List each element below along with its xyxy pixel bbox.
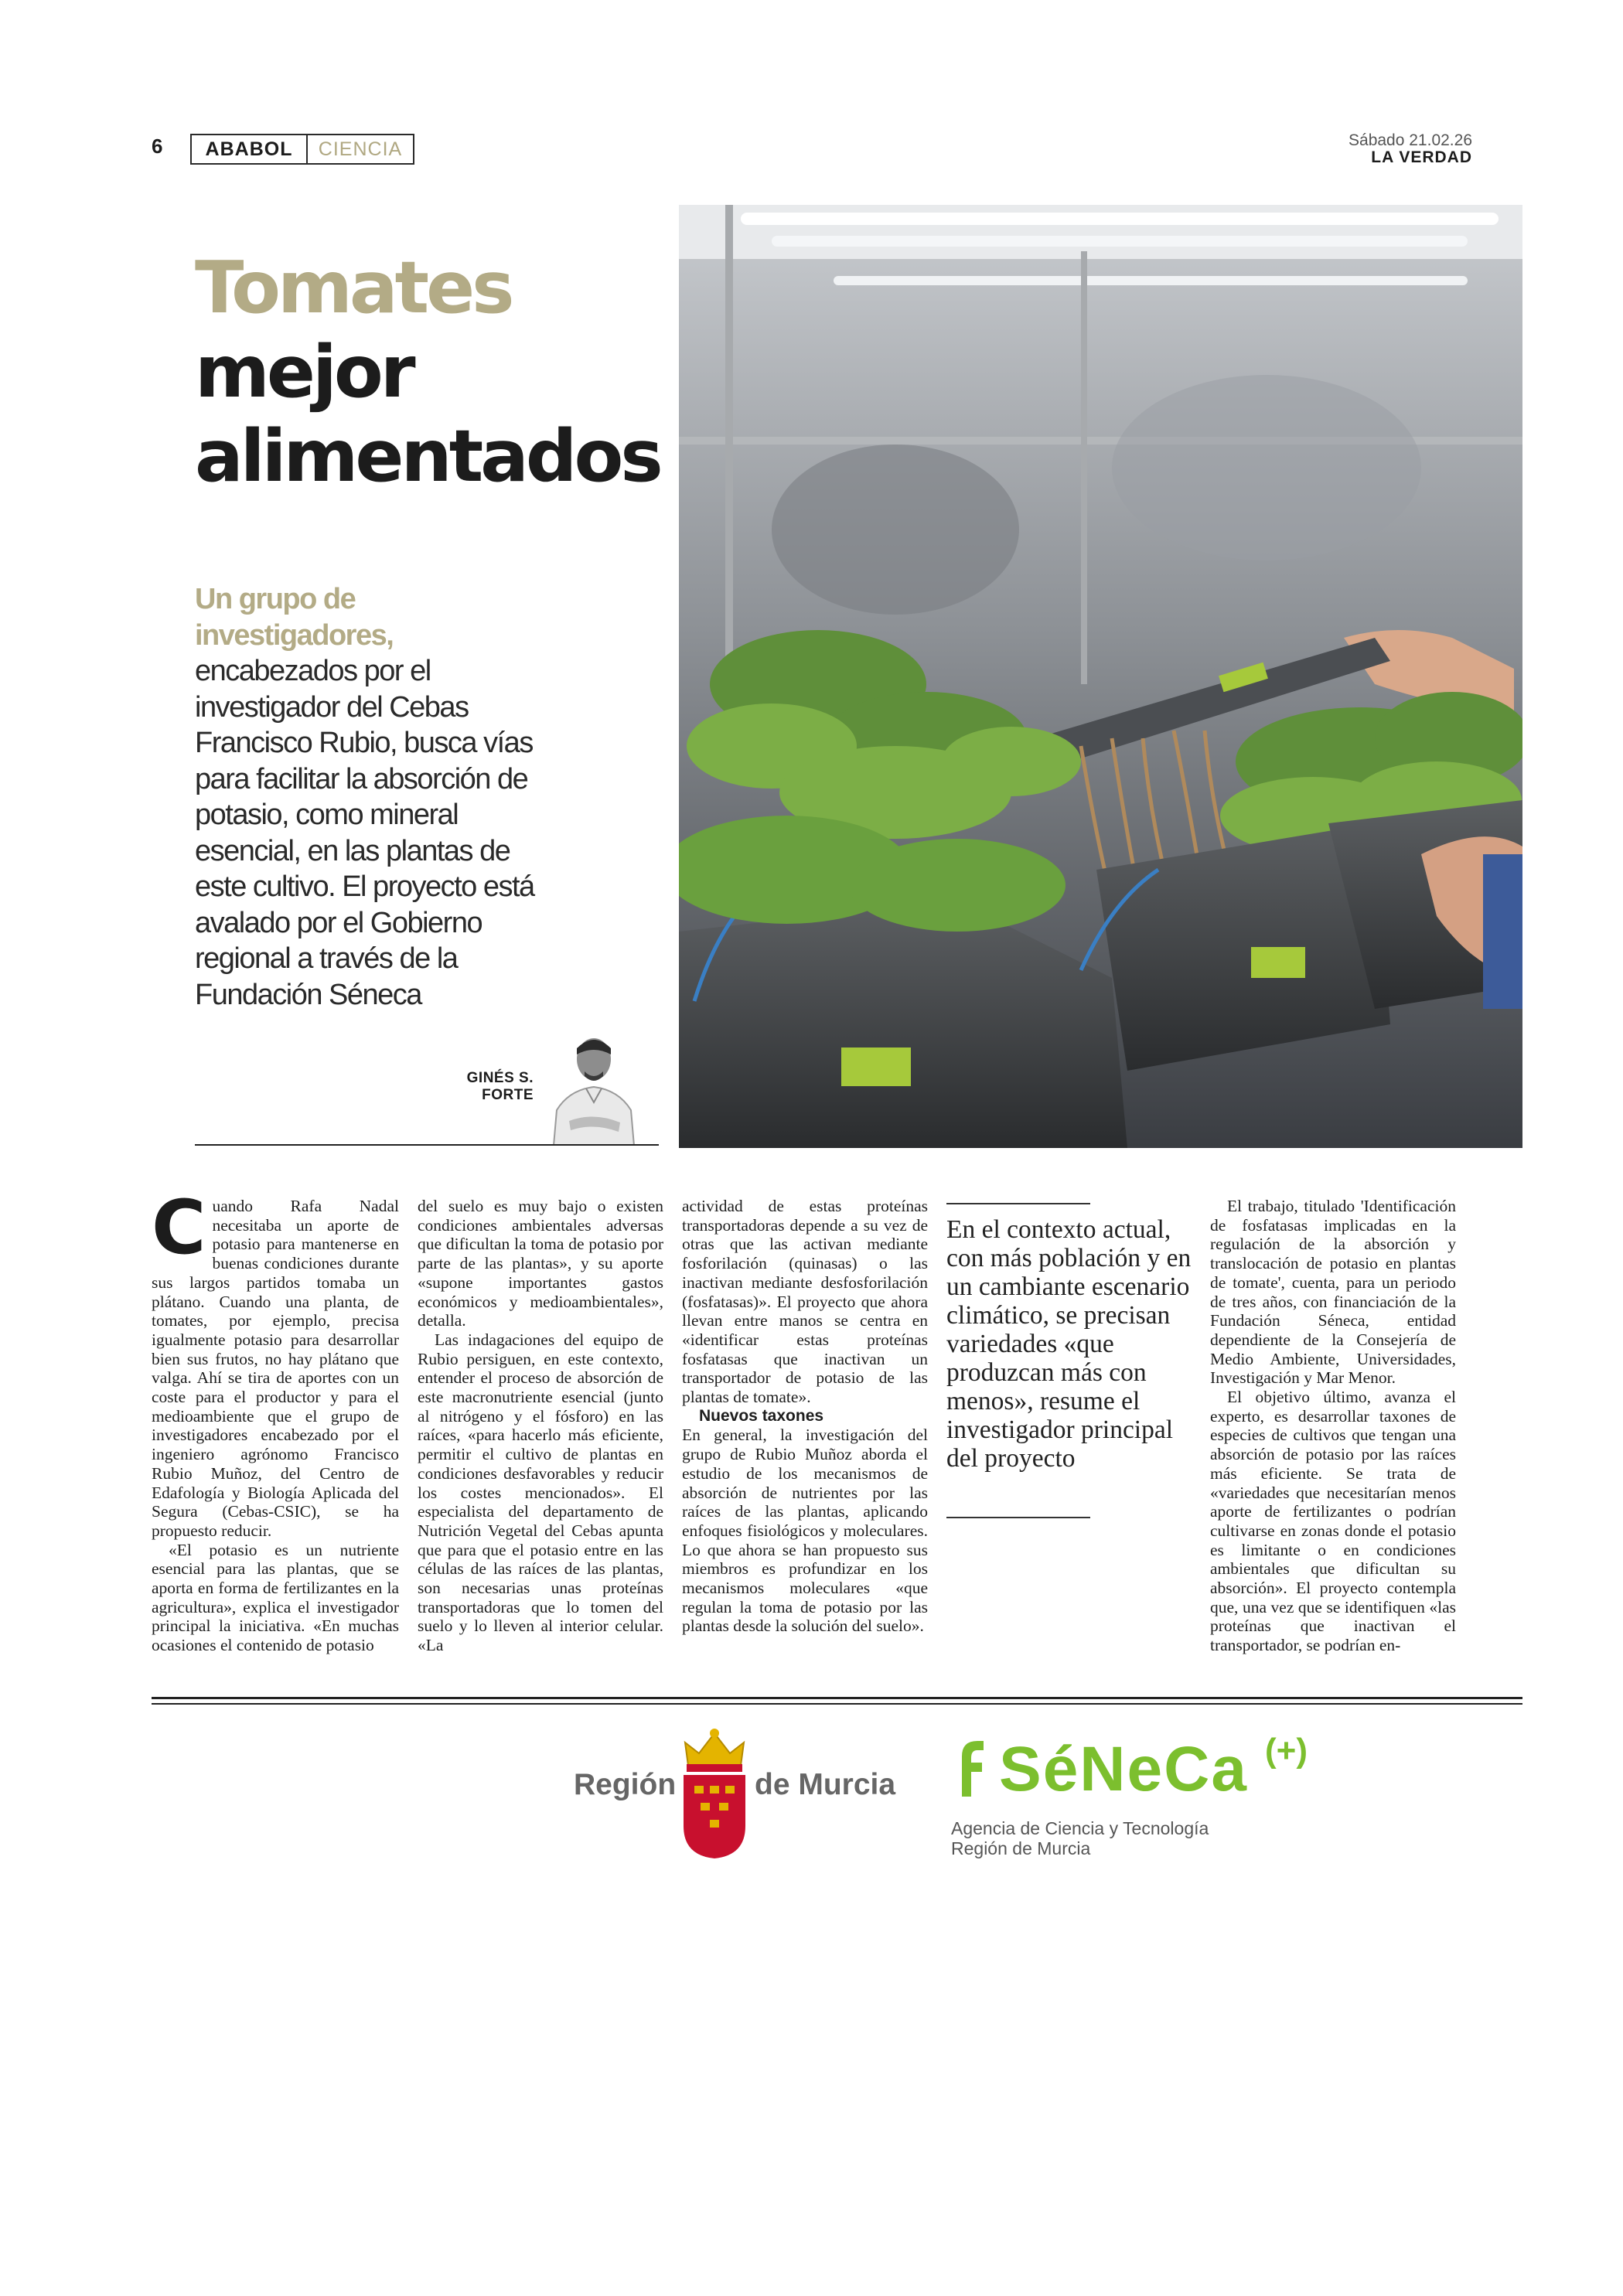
article-lead xyxy=(195,581,558,1013)
lead-text: encabezados por el investigador del Cebas Francisco Rubio, busca vías para facilitar la absorción de potasio, como mineral esencial, en las plantas de este cultivo. El proyecto está avalado por el Gobierno regional a través de la Fundación Séneca xyxy=(195,655,534,1011)
seneca-tagline: Agencia de Ciencia y Tecnología xyxy=(951,1818,1209,1838)
article-title xyxy=(195,246,659,499)
paragraph: del suelo es muy bajo o existen condiciones ambientales adversas que dificultan la toma de potasio por parte de las plantas», y su aporte «supone importantes gastos económicos y medioambientales», detalla. xyxy=(418,1197,663,1330)
subsection-name: CIENCIA xyxy=(318,138,403,160)
article-column-5 xyxy=(1210,1197,1456,1684)
footer-rule-thin xyxy=(152,1703,1522,1705)
section-subhead: Nuevos taxones xyxy=(699,1406,824,1425)
article-column-1 xyxy=(152,1197,399,1684)
seneca-f-icon xyxy=(948,1736,987,1798)
newspaper-name: LA VERDAD xyxy=(1371,148,1472,166)
article-column-3 xyxy=(682,1197,928,1684)
section-label xyxy=(190,134,414,165)
author-byline xyxy=(433,1070,534,1104)
title-line-3: alimentados xyxy=(195,414,660,498)
seneca-plus-mark: (+) xyxy=(1265,1732,1308,1770)
region-logo-text-right: de Murcia xyxy=(755,1768,896,1801)
article-photo xyxy=(679,205,1522,1148)
paragraph: actividad de estas proteínas transportadoras depende a su vez de otras que las activan mediante fosforilación (quinasas) o las inactivan mediante desfosforilación (fosfatasas)». El proyecto que ahora llevan entre manos se centra en «identificar estas proteínas fosfatasas que inactivan un transportador de potasio de las plantas de tomate». xyxy=(682,1197,928,1407)
pullquote-rule-top xyxy=(946,1203,1090,1204)
title-line-1: Tomates xyxy=(195,246,512,329)
region-logo-text-left: Región xyxy=(574,1768,677,1801)
paragraph: Las indagaciones del equipo de Rubio persiguen, en este contexto, entender el proceso de absorción de este macronutriente esencial (junto al nitrógeno y el fósforo) en las raíces, «para hacerlo más eficiente, permitir el cultivo de plantas en condiciones desfavorables y reducir los costes mencionados». El especialista del departamento de Nutrición Vegetal del Cebas apunta que para que el potasio entre en las células de las raíces de las plantas, son necesarias unas proteínas transportadoras que lo tomen del suelo y lo lleven al interior celular. «La xyxy=(418,1330,663,1655)
paragraph: En general, la investigación del grupo de Rubio Muñoz aborda el estudio de los mecanismos de absorción de nutrientes por las raíces de las plantas, aplicando enfoques fisiológicos y moleculares. Lo que ahora se han propuesto sus miembros es profundizar en los mecanismos moleculares «que regulan la toma de potasio por las plantas desde la solución del suelo». xyxy=(682,1426,928,1636)
issue-date: Sábado 21.02.26 xyxy=(1349,131,1472,149)
footer-rule xyxy=(152,1697,1522,1699)
page-number: 6 xyxy=(152,135,163,158)
author-divider xyxy=(195,1144,659,1146)
region-murcia-shield-icon xyxy=(677,1725,752,1862)
author-photo xyxy=(546,1025,642,1146)
seneca-tagline-region: Región de Murcia xyxy=(951,1838,1091,1858)
paragraph: El objetivo último, avanza el experto, es desarrollar taxones de especies de cultivos que tengan una absorción de potasio por las raíces más eficiente. Se trata de «variedades que necesitarían menos aporte de fertilizantes o podrían cultivarse en zonas donde el potasio es limitante o en condiciones ambientales que dificultan su absorción». El proyecto contempla que, una vez que se identifiquen «las proteínas que inactivan el transportador, se podrían en- xyxy=(1210,1388,1456,1655)
pull-quote: En el contexto actual, con más población y en un cambiante escenario climático, se precisan variedades «que produzcan más con menos», resume el investigador principal del proyecto xyxy=(946,1215,1192,1473)
paragraph: «El potasio es un nutriente esencial para las plantas, que se aporta en forma de fertilizantes en la agricultura», explica el investigador principal la iniciativa. «En muchas ocasiones el contenido de potasio xyxy=(152,1540,399,1655)
author-first-name: GINÉS S. xyxy=(466,1070,534,1086)
drop-cap: C xyxy=(152,1197,206,1271)
paragraph-text: uando Rafa Nadal necesitaba un aporte de potasio para mantenerse en buenas condiciones durante sus largos partidos tomaba un plátano. Cuando una planta, de tomates, por ejemplo, precisa igualmente potasio para desarrollar bien sus frutos, no hay plátano que valga. Ahí se tira de aportes con un coste para el productor y para el medioambiente que el grupo de investigadores encabezado por el ingeniero agrónomo Francisco Rubio Muñoz, del Centro de Edafología y Biología Aplicada del Segura (Cebas-CSIC), se ha propuesto reducir. xyxy=(152,1197,399,1540)
pullquote-rule-bottom xyxy=(946,1517,1090,1518)
seneca-logo-text: SéNeCa xyxy=(999,1734,1248,1804)
lead-highlight: Un grupo de investigadores, xyxy=(195,583,394,652)
paragraph: El trabajo, titulado 'Identificación de fosfatasas implicadas en la regulación de la absorción y translocación de potasio en plantas de tomate', cuenta, para un periodo de tres años, con financiación de la Fundación Séneca, entidad dependiente de la Consejería de Medio Ambiente, Universidades, Investigación y Mar Menor. xyxy=(1210,1197,1456,1388)
title-line-2: mejor xyxy=(195,330,413,414)
author-last-name: FORTE xyxy=(482,1087,534,1103)
section-name: ABABOL xyxy=(192,135,308,163)
paragraph xyxy=(152,1197,399,1541)
article-column-2 xyxy=(418,1197,663,1684)
